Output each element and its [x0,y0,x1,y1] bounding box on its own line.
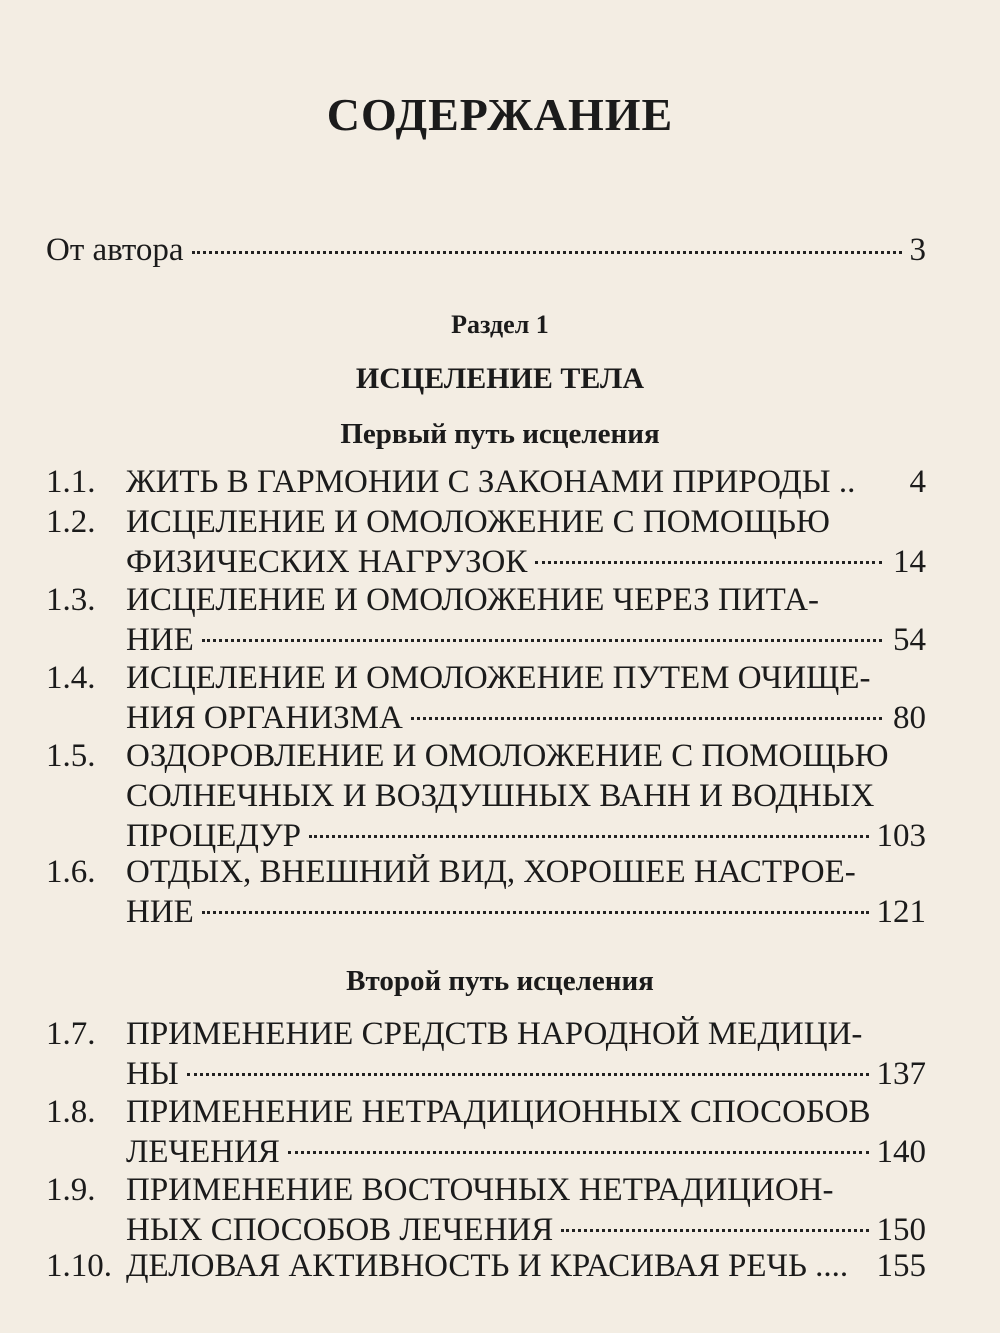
dot-leader [187,1073,869,1076]
entry-line: НИЕ [126,894,194,930]
toc-entry[interactable] [46,1014,926,1094]
entry-number: 1.3. [46,582,96,618]
toc-entry[interactable] [46,580,926,660]
entry-number: 1.6. [46,854,96,890]
entry-page: 80 [893,700,926,736]
dot-leader [202,911,869,914]
entry-number: 1.4. [46,660,96,696]
entry-line: ПРОЦЕДУР [126,818,302,854]
entry-line: НЫ [126,1056,179,1092]
entry-line: ОЗДОРОВЛЕНИЕ И ОМОЛОЖЕНИЕ С ПОМОЩЬЮ [126,738,889,774]
entry-line: СОЛНЕЧНЫХ И ВОЗДУШНЫХ ВАНН И ВОДНЫХ [126,778,875,814]
entry-number: 1.9. [46,1172,96,1208]
entry-line: НЫХ СПОСОБОВ ЛЕЧЕНИЯ [126,1212,554,1248]
entry-line: ЛЕЧЕНИЯ [126,1134,280,1170]
entry-number: 1.7. [46,1016,96,1052]
section-title: ИСЦЕЛЕНИЕ ТЕЛА [355,362,645,395]
dot-leader [288,1151,869,1154]
subsection-heading-1: Первый путь исцеления [340,418,660,450]
toc-entry-author[interactable] [46,232,926,269]
toc-entry[interactable] [46,852,926,932]
entry-line: ИСЦЕЛЕНИЕ И ОМОЛОЖЕНИЕ ЧЕРЕЗ ПИТА- [126,582,819,618]
entry-line: ПРИМЕНЕНИЕ ВОСТОЧНЫХ НЕТРАДИЦИОН- [126,1172,834,1208]
entry-page: 140 [876,1134,926,1170]
entry-line: ПРИМЕНЕНИЕ НЕТРАДИЦИОННЫХ СПОСОБОВ [126,1094,871,1130]
dot-leader [411,717,882,720]
toc-entry[interactable] [46,1170,926,1250]
entry-line: ОТДЫХ, ВНЕШНИЙ ВИД, ХОРОШЕЕ НАСТРОЕ- [126,854,856,890]
entry-page: 155 [876,1248,926,1284]
entry-page: 137 [876,1056,926,1092]
toc-entry[interactable] [46,1092,926,1172]
page-title: СОДЕРЖАНИЕ [326,89,674,140]
entry-number: 1.2. [46,504,96,540]
entry-line: НИЕ [126,622,194,658]
dot-leader [535,561,882,564]
toc-entry[interactable] [46,658,926,738]
entry-line: ИСЦЕЛЕНИЕ И ОМОЛОЖЕНИЕ ПУТЕМ ОЧИЩЕ- [126,660,871,696]
entry-page: 4 [909,464,926,500]
entry-number: 1.5. [46,738,96,774]
entry-line: ПРИМЕНЕНИЕ СРЕДСТВ НАРОДНОЙ МЕДИЦИ- [126,1016,863,1052]
entry-number: 1.10. [46,1248,112,1284]
entry-line: ДЕЛОВАЯ АКТИВНОСТЬ И КРАСИВАЯ РЕЧЬ .... [126,1248,849,1284]
entry-line: ФИЗИЧЕСКИХ НАГРУЗОК [126,544,528,580]
toc-entry[interactable] [46,502,926,582]
entry-number: 1.1. [46,464,96,500]
dot-leader [202,639,882,642]
entry-page: 3 [909,232,926,268]
entry-line: ИСЦЕЛЕНИЕ И ОМОЛОЖЕНИЕ С ПОМОЩЬЮ [126,504,830,540]
dot-leader [192,251,902,254]
dot-leader [309,835,868,838]
entry-line: НИЯ ОРГАНИЗМА [126,700,403,736]
entry-page: 103 [876,818,926,854]
section-label: Раздел 1 [451,310,549,339]
entry-label: От автора [46,232,184,268]
toc-entry[interactable] [46,736,926,856]
toc-entry[interactable] [46,462,926,502]
dot-leader [561,1229,868,1232]
subsection-heading-2: Второй путь исцеления [346,965,654,997]
entry-number: 1.8. [46,1094,96,1130]
entry-page: 14 [893,544,926,580]
entry-page: 54 [893,622,926,658]
entry-page: 150 [876,1212,926,1248]
toc-entry[interactable] [46,1246,926,1286]
entry-line: ЖИТЬ В ГАРМОНИИ С ЗАКОНАМИ ПРИРОДЫ .. [126,464,856,500]
entry-page: 121 [876,894,926,930]
